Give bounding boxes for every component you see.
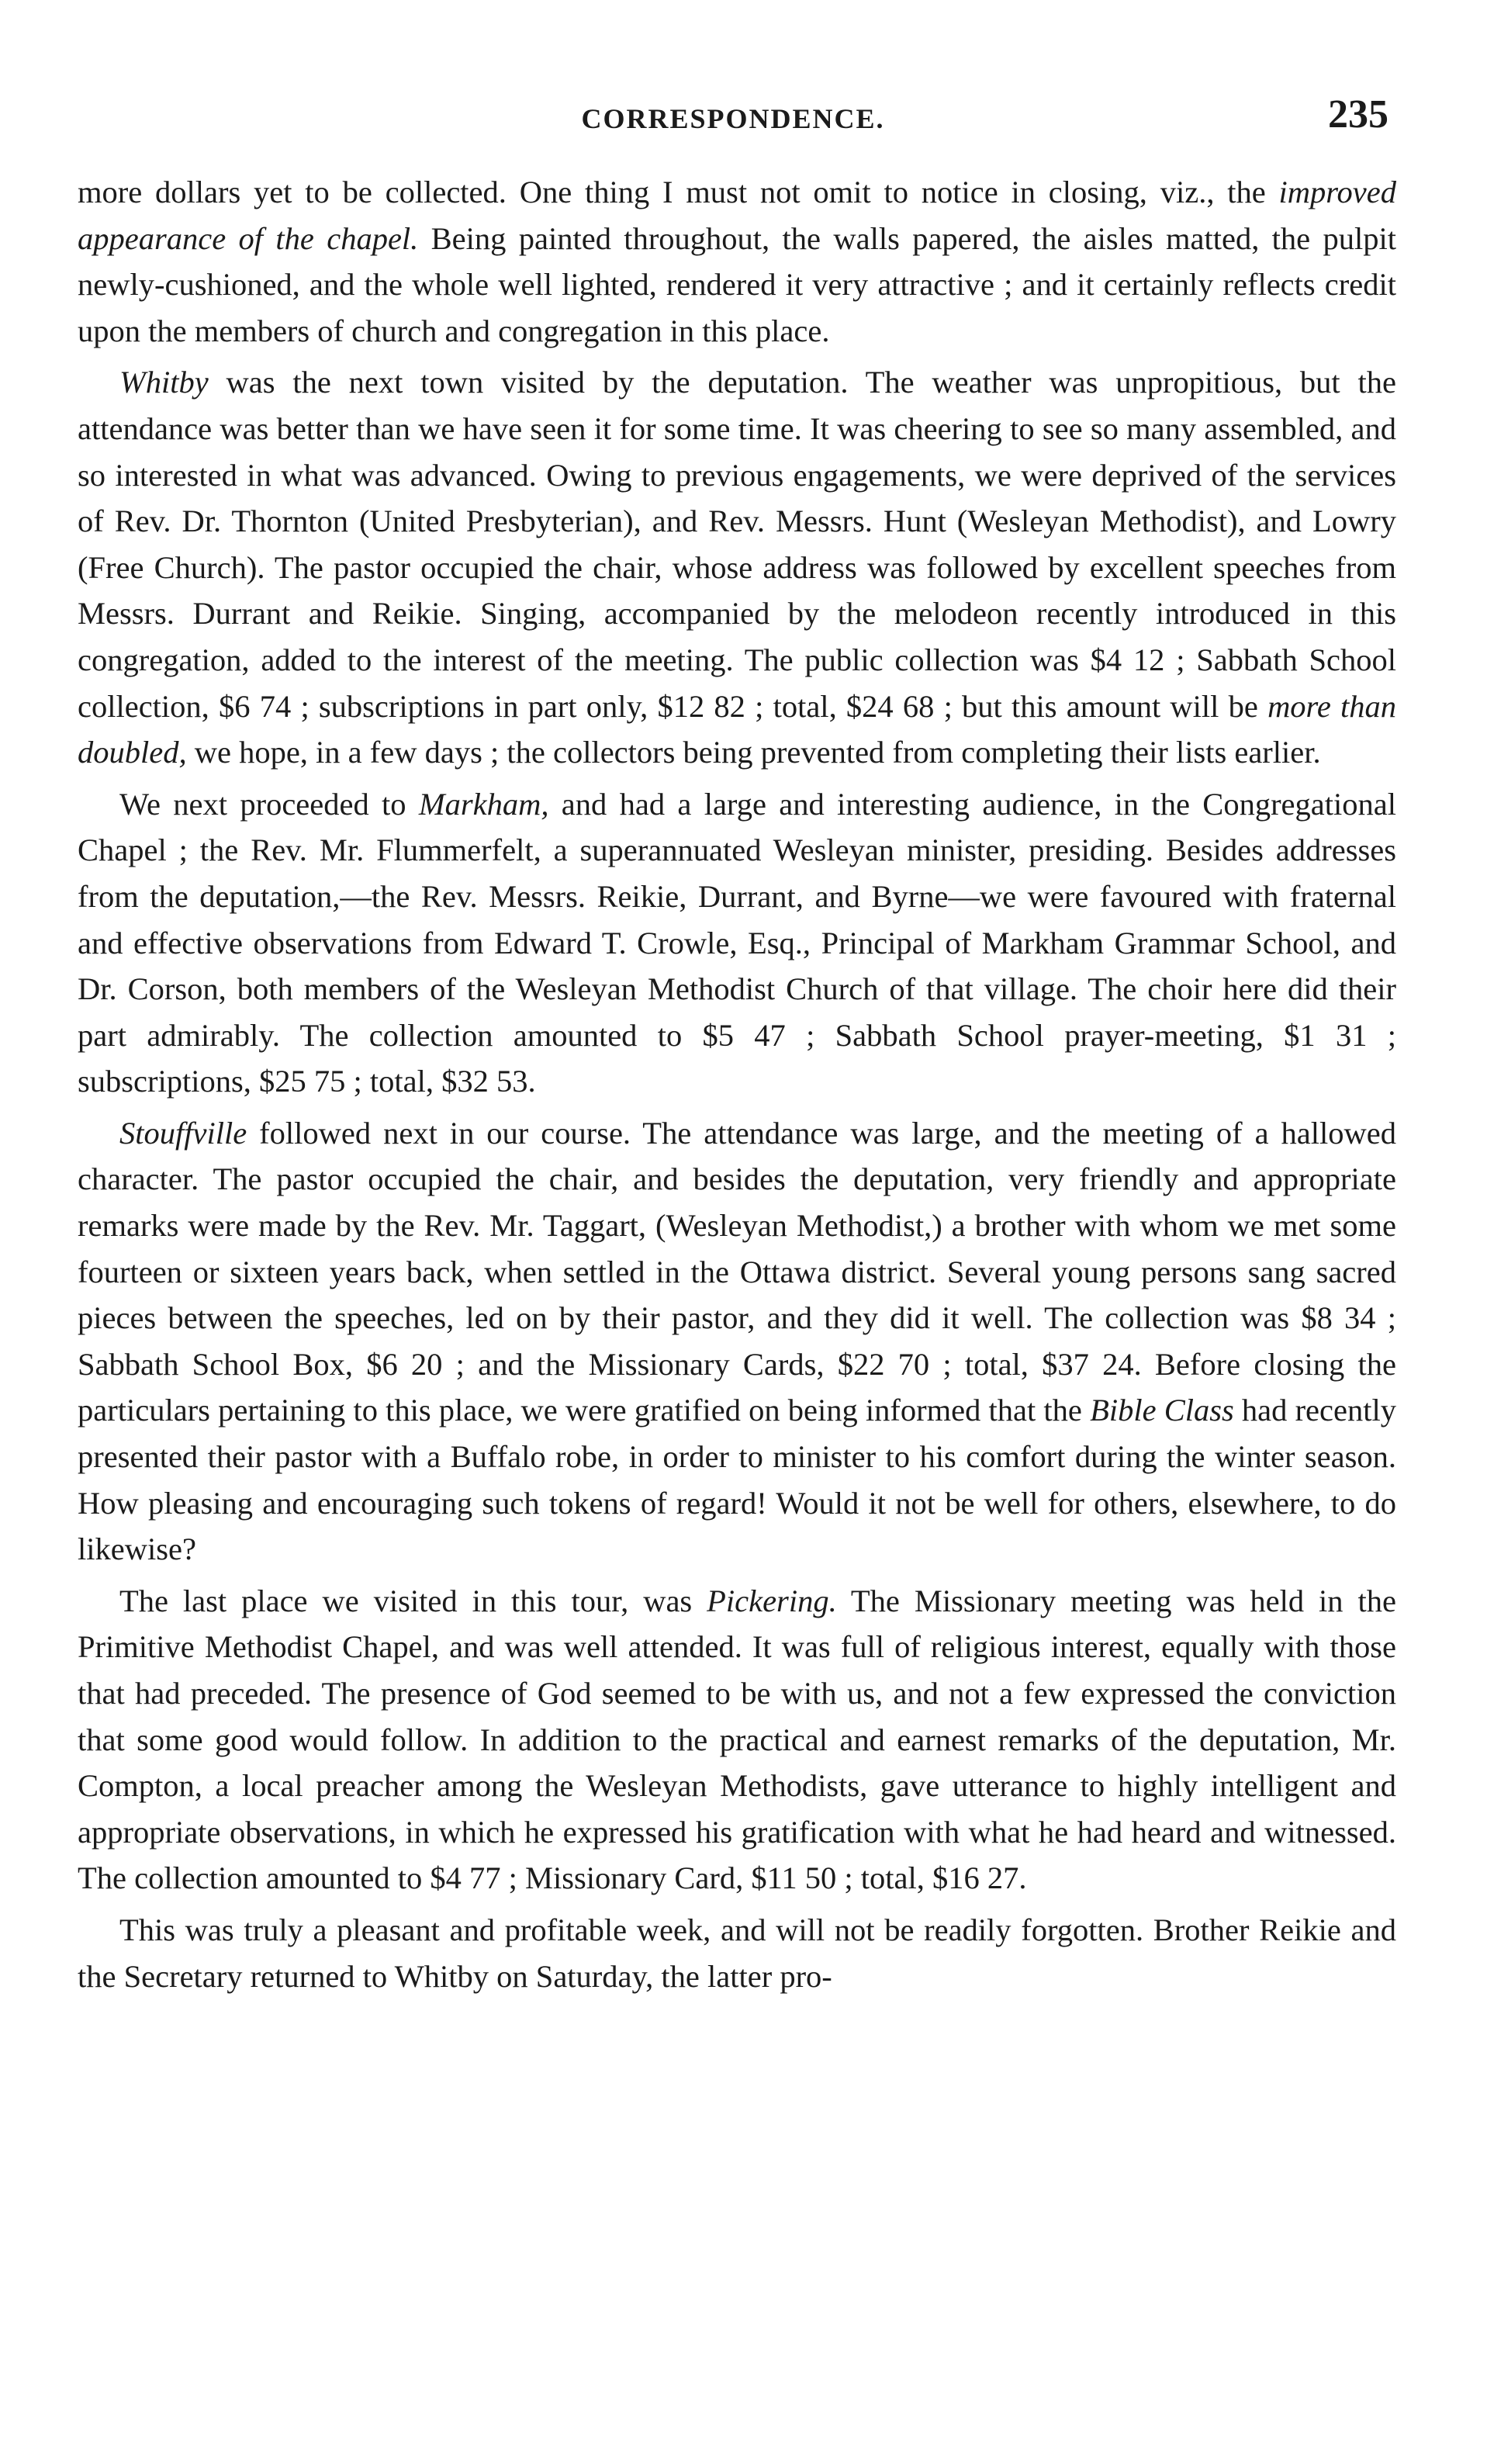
text-run: was the next town visited by the deputation. The weather was unpropitious, but the attendance was better than we have seen it for some time. It was cheering to see so many assembled, and so interested in what was advanced. Owing to previous engagements, we were deprived of the services of Rev. Dr. Thornton (United Presbyterian), and Rev. Messrs. Hunt (Wesleyan Methodist), and Lowry (Free Church). The pastor occupied the chair, whose address was followed by excellent speeches from Messrs. Durrant and Reikie. Singing, accompanied by the melodeon recently introduced in this congregation, added to the interest of the meeting. The public collection was $4 12 ; Sabbath School collection, $6 74 ; subscriptions in part only, $12 82 ; total, $24 68 ; but this amount will be xyxy=(78,365,1396,724)
paragraph xyxy=(78,1110,1396,1573)
text-run: we hope, in a few days ; the collectors being prevented from completing their lists earlier. xyxy=(186,735,1321,770)
italic-text-run: Stouffville xyxy=(119,1115,247,1151)
page-header xyxy=(78,92,1388,154)
paragraph xyxy=(78,169,1396,354)
paragraph xyxy=(78,1578,1396,1902)
running-head: CORRESPONDENCE. xyxy=(581,103,885,134)
italic-text-run: more than doubled, xyxy=(78,688,1397,770)
paragraph xyxy=(78,781,1396,1105)
text-run: We next proceeded to xyxy=(119,786,419,822)
text-run: and had a large and interesting audience, in the Congregational Chapel ; the Rev. Mr. Flummerfelt, a superannuated Wesleyan minister, presiding. Besides addresses from the deputation,—the Rev. Messrs. Reikie, Durrant, and Byrne—we were favoured with fraternal and effective observations from Edward T. Crowle, Esq., Principal of Markham Grammar School, and Dr. Corson, both members of the Wesleyan Methodist Church of that village. The choir here did their part admirably. The collection amounted to $5 47 ; Sabbath School prayer-meeting, $1 31 ; subscriptions, $25 75 ; total, $32 53. xyxy=(78,786,1396,1099)
paragraph xyxy=(78,359,1396,775)
italic-text-run: improved appearance of the chapel. xyxy=(78,175,1396,256)
italic-text-run: Whitby xyxy=(119,365,209,400)
text-run: The Missionary meeting was held in the Primitive Methodist Chapel, and was well attended. It was full of religious interest, equally with those that had preceded. The presence of God seemed to be with us, and not a few expressed the conviction that some good would follow. In addition to the practical and earnest remarks of the deputation, Mr. Compton, a local preacher among the Wesleyan Methodists, gave utterance to highly intelligent and appropriate observations, in which he expressed his gratification with what he had heard and witnessed. The collection amounted to $4 77 ; Missionary Card, $11 50 ; total, $16 27. xyxy=(78,1583,1396,1896)
italic-text-run: Bible Class xyxy=(1090,1393,1234,1428)
text-run: Being painted throughout, the walls papered, the aisles matted, the pulpit newly-cushioned, and the whole well lighted, rendered it very attractive ; and it certainly reflects credit upon the members of church and congregation in this place. xyxy=(78,220,1397,348)
paragraph xyxy=(78,1907,1396,1999)
text-run: had recently presented their pastor with a Buffalo robe, in order to minister to his comfort during the winter season. How pleasing and encouraging such tokens of regard! Would it not be well for others, elsewhere, to do likewise? xyxy=(78,1393,1396,1567)
text-run: followed next in our course. The attendance was large, and the meeting of a hallowed character. The pastor occupied the chair, and besides the deputation, very friendly and appropriate remarks were made by the Rev. Mr. Taggart, (Wesleyan Methodist,) a brother with whom we met some fourteen or sixteen years back, when settled in the Ottawa district. Several young persons sang sacred pieces between the speeches, led on by their pastor, and they did it well. The collection was $8 34 ; Sabbath School Box, $6 20 ; and the Missionary Cards, $22 70 ; total, $37 24. Before closing the particulars pertaining to this place, we were gratified on being informed that the xyxy=(78,1115,1396,1428)
body-text xyxy=(78,169,1396,2005)
text-run: The last place we visited in this tour, was xyxy=(119,1583,707,1618)
page-number: 235 xyxy=(1328,92,1388,137)
text-run: more dollars yet to be collected. One thing I must not omit to notice in closing, viz., the xyxy=(78,175,1279,209)
italic-text-run: Markham, xyxy=(418,786,549,822)
text-run: This was truly a pleasant and profitable week, and will not be readily forgotten. Brother Reikie and the Secretary returned to Whitby on Saturday, the latter pro- xyxy=(78,1912,1396,1994)
italic-text-run: Pickering. xyxy=(707,1583,837,1618)
